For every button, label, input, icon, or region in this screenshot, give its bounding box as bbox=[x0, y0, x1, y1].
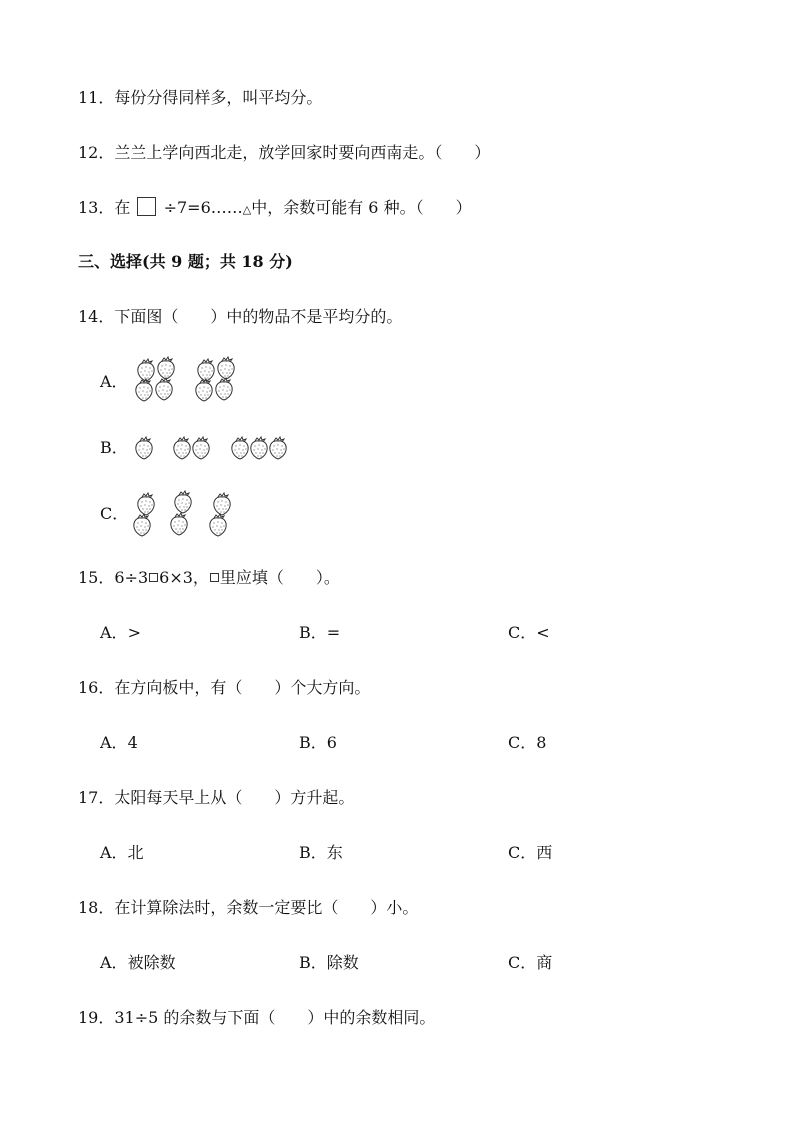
question-text: 太阳每天早上从（ ）方升起。 bbox=[114, 788, 355, 807]
question-text-mid: 6×3， bbox=[159, 568, 209, 587]
option-text: 东 bbox=[326, 843, 343, 862]
question-18 bbox=[78, 898, 418, 918]
option-text: = bbox=[326, 623, 341, 642]
question-number: 13． bbox=[78, 198, 115, 217]
option-label: B． bbox=[299, 953, 327, 972]
strawberry-icon bbox=[174, 437, 190, 459]
question-text: 兰兰上学向西北走，放学回家时要向西南走。（ ） bbox=[114, 143, 491, 162]
option-b[interactable] bbox=[299, 623, 340, 643]
question-number: 12． bbox=[78, 143, 115, 162]
option-c-label[interactable]: C． bbox=[100, 504, 129, 523]
strawberry-group-c3 bbox=[210, 493, 230, 536]
blank-square[interactable] bbox=[149, 573, 158, 582]
option-text: 西 bbox=[536, 843, 553, 862]
option-label: A． bbox=[100, 623, 128, 642]
question-15 bbox=[78, 568, 340, 588]
triangle-symbol: △ bbox=[242, 203, 252, 216]
option-b-label[interactable]: B． bbox=[100, 438, 128, 457]
question-number: 14． bbox=[78, 307, 115, 326]
question-13 bbox=[78, 197, 472, 220]
strawberry-icon bbox=[232, 437, 248, 459]
question-text-mid: ÷7=6…… bbox=[163, 198, 243, 217]
question-number: 16． bbox=[78, 678, 115, 697]
option-a[interactable] bbox=[100, 953, 176, 973]
option-text: 8 bbox=[536, 733, 547, 752]
strawberry-group-a2 bbox=[196, 357, 234, 401]
strawberry-icon bbox=[270, 437, 286, 459]
strawberry-icon bbox=[196, 379, 212, 401]
strawberry-icon bbox=[171, 513, 187, 535]
option-c[interactable] bbox=[508, 843, 552, 863]
strawberry-icon bbox=[158, 357, 174, 379]
question-14 bbox=[78, 307, 402, 327]
option-label: A． bbox=[100, 953, 128, 972]
strawberry-group-b2 bbox=[174, 437, 209, 459]
option-text: 除数 bbox=[326, 953, 359, 972]
question-text-pre: 在 bbox=[114, 198, 131, 217]
option-c[interactable] bbox=[508, 623, 550, 643]
strawberry-icon bbox=[218, 357, 234, 379]
blank-square bbox=[210, 573, 219, 582]
option-a[interactable] bbox=[100, 843, 144, 863]
question-text-post: 里应填（ ）。 bbox=[219, 568, 340, 587]
question-19 bbox=[78, 1008, 435, 1028]
strawberry-icon bbox=[134, 514, 150, 536]
blank-box[interactable] bbox=[137, 197, 156, 216]
option-text: 4 bbox=[127, 733, 138, 752]
option-text: 商 bbox=[536, 953, 553, 972]
option-c[interactable] bbox=[508, 733, 546, 753]
question-number: 18． bbox=[78, 898, 115, 917]
option-label: C． bbox=[508, 843, 537, 862]
option-a[interactable] bbox=[100, 733, 138, 753]
strawberry-icon bbox=[136, 379, 152, 401]
option-text: < bbox=[536, 623, 550, 642]
strawberry-group-c1 bbox=[134, 493, 154, 536]
question-text: 在方向板中，有（ ）个大方向。 bbox=[114, 678, 371, 697]
strawberry-icon bbox=[138, 359, 154, 381]
strawberry-icon bbox=[214, 493, 230, 515]
strawberry-group-a1 bbox=[136, 357, 174, 401]
strawberry-icon bbox=[216, 378, 232, 400]
option-label: B． bbox=[299, 843, 327, 862]
option-label: C． bbox=[508, 623, 537, 642]
question-12 bbox=[78, 143, 490, 163]
option-label: C． bbox=[508, 733, 537, 752]
option-b[interactable] bbox=[299, 953, 359, 973]
strawberry-icon bbox=[210, 514, 226, 536]
option-text: > bbox=[127, 623, 141, 642]
strawberry-group-c2 bbox=[171, 491, 191, 535]
option-label: C． bbox=[508, 953, 537, 972]
strawberry-group-b3 bbox=[232, 437, 286, 459]
option-a[interactable] bbox=[100, 623, 141, 643]
option-label: A． bbox=[100, 733, 128, 752]
question-17 bbox=[78, 788, 354, 808]
strawberry-icon bbox=[251, 437, 267, 459]
strawberry-icon bbox=[138, 493, 154, 515]
question-text-pre: 6÷3 bbox=[114, 568, 149, 587]
question-text: 每份分得同样多，叫平均分。 bbox=[114, 88, 323, 107]
question-number: 15． bbox=[78, 568, 115, 587]
strawberry-icon bbox=[175, 491, 191, 513]
option-label: A． bbox=[100, 843, 128, 862]
option-b[interactable] bbox=[299, 843, 343, 863]
section-title: 三、选择(共 9 题；共 18 分) bbox=[78, 252, 293, 271]
option-b[interactable] bbox=[299, 733, 337, 753]
question-number: 19． bbox=[78, 1008, 115, 1027]
strawberry-icon bbox=[198, 359, 214, 381]
question-text-post: 中，余数可能有 6 种。（ ） bbox=[251, 198, 472, 217]
question-text: 下面图（ ）中的物品不是平均分的。 bbox=[114, 307, 403, 326]
question-number: 17． bbox=[78, 788, 115, 807]
strawberry-group-b1 bbox=[136, 437, 152, 459]
option-text: 被除数 bbox=[127, 953, 176, 972]
strawberry-icon bbox=[136, 437, 152, 459]
question-11 bbox=[78, 88, 322, 108]
strawberry-icon bbox=[156, 378, 172, 400]
question-16 bbox=[78, 678, 370, 698]
question-number: 11． bbox=[78, 88, 115, 107]
strawberry-icon bbox=[193, 437, 209, 459]
option-c[interactable] bbox=[508, 953, 552, 973]
option-label: B． bbox=[299, 623, 327, 642]
option-a-label[interactable]: A． bbox=[100, 372, 128, 391]
question-text: 在计算除法时，余数一定要比（ ）小。 bbox=[114, 898, 419, 917]
option-label: B． bbox=[299, 733, 327, 752]
option-text: 北 bbox=[127, 843, 144, 862]
question-text: 31÷5 的余数与下面（ ）中的余数相同。 bbox=[114, 1008, 436, 1027]
option-text: 6 bbox=[326, 733, 337, 752]
